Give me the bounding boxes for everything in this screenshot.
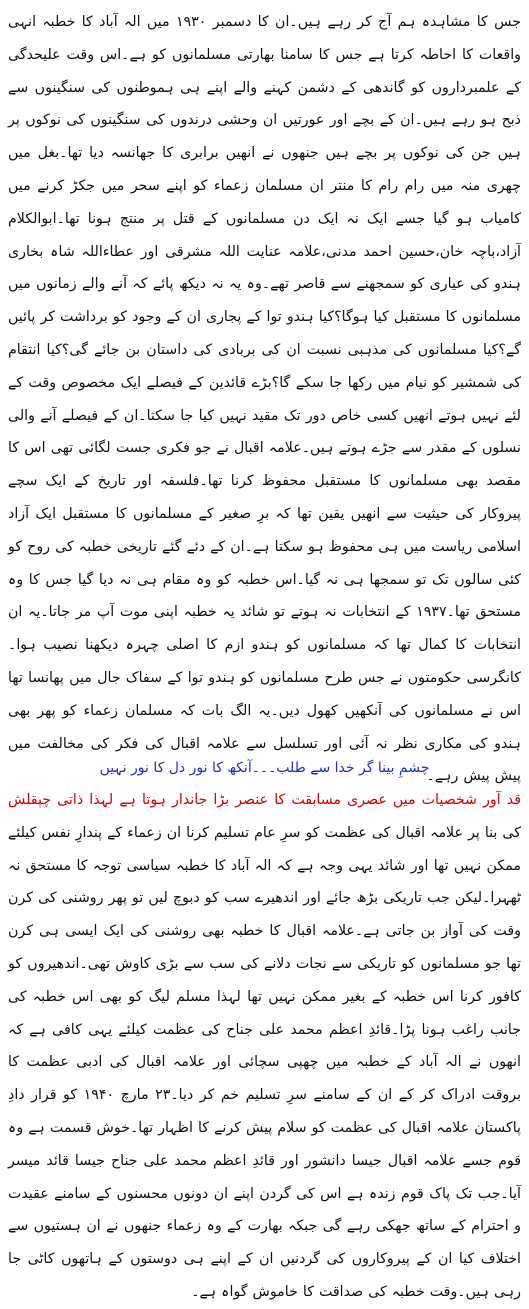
highlighted-phrase: قد آور شخصیات میں عصری مسابقت کا عنصر بڑا جاندار ہوتا ہے لہذا ذاتی چپقلش: [8, 792, 521, 808]
article-paragraph-2: [8, 784, 522, 1300]
poetry-verse: چشمِ بینا گر خدا سے طلب۔۔۔آنکھ کا نور دل کا نور نہیں: [99, 760, 430, 776]
article-paragraph-2-text: کی بنا پر علامہ اقبال کی عظمت کو سرِ عام تسلیم کرنا ان زعماء کے پندارِ نفس کیلئے ممکن نہیں تھا اور شائد یہی وجہ ہے کہ الہ آباد کا خطبہ سیاسی توجہ کا مستحق نہ ٹھہرا۔لیکن جب تاریکی بڑھ جائے اور اندھیرے سب کو دبوچ لیں تو پھر روشنی کی کرن وقت کی آواز بن جاتی ہے۔علامہ اقبال کا خطبہ بھی روشنی کی ایک ایسی ہی کرن تھا جو مسلمانوں کو تاریکی سے نجات دلانے کی سب سے بڑی کاوش تھی۔اندھیروں کو کافور کرنا اس خطبہ کے بغیر ممکن نہیں تھا لہذا مسلم لیگ کو بھی اس خطبہ کی جانب راغب ہونا پڑا۔قائدِ اعظم محمد علی جناح کی عظمت کیلئے یہی کافی ہے کہ انھوں نے الہ آباد کے خطبہ میں چھپی سچائی اور علامہ اقبال کی ادبی عظمت کا بروقت ادراک کر کے ان کے سامنے سرِ تسلیم خم کر دیا۔۲۳ مارچ ۱۹۴۰ کو قرار دادِ پاکستان علامہ اقبال کی عظمت کو سلام پیش کرنے کا اظہار تھا۔خوش قسمت ہے وہ قوم جسے علامہ اقبال جیسا دانشور اور قائدِ اعظم محمد علی جناح جیسا قائد میسر آیا۔جب تک پاک قوم زندہ ہے اس کی گردن اپنے ان دونوں محسنوں کے سامنے عقیدت و احترام کے ساتھ جھکی رہے گی جبکہ بھارت کے وہ زعماء جنھوں نے ان ہستیوں سے اختلاف کیا ان کے پیروکاروں کی گردنیں ان کے اپنے ہی دوستوں کے ہاتھوں کاٹی جا رہی ہیں۔وقت خطبہ کی صداقت کا خاموش گواہ ہے۔: [8, 824, 522, 1300]
article-paragraph-1: جس کا مشاہدہ ہم آج کر رہے ہیں۔ان کا دسمبر ۱۹۳۰ میں الہ آباد کا خطبہ انہی واقعات کا احاطہ کرتا ہے جس کا سامنا بھارتی مسلمانوں کو ہے۔اس وقت علیحدگی کے علمبرداروں کو گاندھی کے دشمن کہنے والے اپنے ہی ہموطنوں کی سنگینوں سے ذبح ہو رہے ہیں۔ان کے بچے اور عورتیں ان وحشی درندوں کی سنگینوں کی نوکوں پر ہیں جن کی نوکوں پر بچے ہیں جنھوں نے انھیں برابری کا جھانسہ دیا تھا۔بغل میں چھری منہ میں رام رام کا منتر ان مسلمان زعماء کو اپنے سحر میں جکڑ کرنے میں کامیاب ہو گیا جسے ایک نہ ایک دن مسلمانوں کے قتل پر منتج ہونا تھا۔ابوالکلام آزاد،باچہ خان،حسین احمد مدنی،علامہ عنایت اللہ مشرقی اور عطاءاللہ شاہ بخاری ہندو کی عیاری کو سمجھنے سے قاصر تھے۔وہ یہ نہ دیکھ پائے کہ آنے والے زمانوں میں مسلمانوں کا مستقبل کیا ہوگا؟کیا ہندو توا کے پجاری ان کے وجود کو برداشت کر پائیں گے؟کیا مسلمانوں کی مذہبی نسبت ان کی بربادی کی داستان بن جائے گی؟کیا انتقام کی شمشیر کو نیام میں رکھا جا سکے گا؟بڑے قائدین کے فیصلے ایک مخصوص وقت کے لئے نہیں ہوتے انھیں کسی خاص دور تک مقید نہیں کیا جا سکتا۔ان کے فیصلے آنے والی نسلوں کے مقدر سے جڑے ہوتے ہیں۔علامہ اقبال نے جو فکری جست لگائی تھی اس کا مقصد بھی مسلمانوں کا مستقبل محفوظ کرنا تھا۔فلسفہ اور تاریخ کے ایک سچے پیروکار کی حیثیت سے انھیں یقین تھا کہ برِ صغیر کے مسلمانوں کا مستقبل ایک آزاد اسلامی ریاست میں ہی محفوظ ہو سکتا ہے۔ان کے دئے گئے تاریخی خطبہ کی روح کو کئی سالوں تک تو سمجھا ہی نہ گیا۔اس خطبہ کو وہ مقام ہی نہ دیا گیا جس کا وہ مستحق تھا۔۱۹۳۷ کے انتخابات نہ ہوتے تو شائد یہ خطبہ اپنی موت آپ مر جاتا۔یہ ان انتخابات کا کمال تھا کہ مسلمانوں کو ہندو ازم کا اصلی چہرہ دیکھنا نصیب ہوا۔کانگرسی حکومتوں نے جس طرح مسلمانوں کو ہندو توا کے سفاک جال میں پھانسا تھا اس نے مسلمانوں کی آنکھیں کھول دیں۔یہ الگ بات کہ مسلمان زعماء کو پھر بھی ہندو کی مکاری نظر نہ آئی اور تسلسل سے علامہ اقبال کی فکر کی مخالفت میں پیش پیش رہے۔: [8, 14, 521, 785]
